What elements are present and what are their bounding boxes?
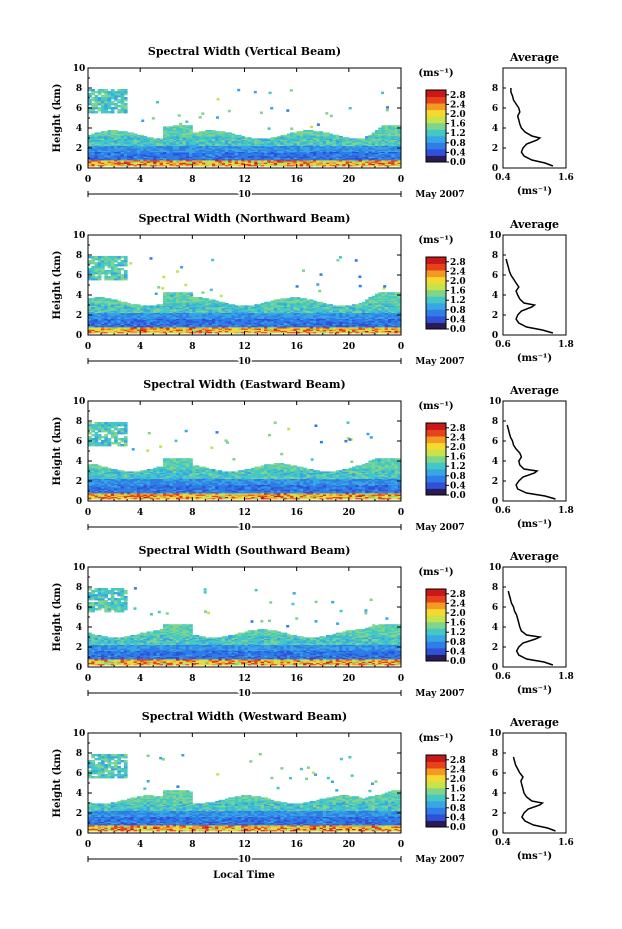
heatmap-cell xyxy=(91,89,95,91)
heatmap-cell xyxy=(287,134,291,136)
heatmap-cell xyxy=(157,304,161,306)
colorbar-swatch xyxy=(426,136,446,143)
heatmap-cell xyxy=(114,299,118,301)
heatmap-cell xyxy=(375,130,379,132)
heatmap-cell xyxy=(176,125,180,127)
colorbar-swatch xyxy=(426,156,446,163)
heatmap-cell xyxy=(160,138,164,140)
heatmap-cell xyxy=(280,298,284,300)
heatmap-cell xyxy=(186,292,190,294)
heatmap-cell xyxy=(91,103,95,105)
heatmap-cell xyxy=(316,131,320,133)
heatmap-cell xyxy=(320,131,324,133)
heatmap-cell xyxy=(238,305,242,307)
panel-0 xyxy=(52,45,574,200)
heatmap-cell xyxy=(88,135,92,137)
heatmap-cell xyxy=(117,89,121,91)
heatmap-cell xyxy=(111,89,115,91)
heatmap-cell xyxy=(91,97,95,99)
heatmap-cell xyxy=(199,116,202,119)
heatmap-cell xyxy=(202,298,206,300)
heatmap-cell xyxy=(147,137,151,139)
heatmap-cell xyxy=(378,128,382,130)
heatmap-cell xyxy=(290,89,293,92)
heatmap-cell xyxy=(101,131,105,133)
x-tick-label: 8 xyxy=(189,175,196,185)
x-tick-label: 0 xyxy=(84,175,92,185)
heatmap-cell xyxy=(95,95,99,97)
heatmap-cell xyxy=(98,107,102,109)
heatmap-cell xyxy=(290,132,294,134)
heatmap-cell xyxy=(320,302,324,304)
heatmap-cell xyxy=(108,91,112,93)
heatmap-cell xyxy=(179,123,182,126)
heatmap-cell xyxy=(365,136,369,138)
heatmap-cell xyxy=(368,135,372,137)
heatmap-cell xyxy=(88,89,92,91)
heatmap-cell xyxy=(143,305,147,307)
x-tick-label: 12 xyxy=(238,175,251,185)
heatmap-cell xyxy=(160,304,164,306)
heatmap-cell xyxy=(254,138,258,140)
heatmap-cells xyxy=(88,89,401,167)
heatmap-cell xyxy=(306,299,310,301)
avg-y-tick-label: 2 xyxy=(491,144,499,154)
heatmap-cell xyxy=(178,114,181,117)
heatmap-cells xyxy=(88,256,401,333)
heatmap-cell xyxy=(117,99,121,101)
heatmap-cell xyxy=(134,134,138,136)
heatmap-cell xyxy=(117,109,121,111)
heatmap-cell xyxy=(212,130,216,132)
heatmap-cell xyxy=(173,292,177,294)
heatmap-cell xyxy=(218,131,222,133)
colorbar-swatch xyxy=(426,103,446,110)
y-tick-label: 2 xyxy=(75,144,83,154)
x-tick-label: 0 xyxy=(397,175,405,185)
heatmap-cell xyxy=(346,137,350,139)
heatmap-cell xyxy=(201,112,204,115)
heatmap-cell xyxy=(157,138,161,140)
heatmap-cell xyxy=(176,292,180,294)
heatmap-cell xyxy=(121,89,125,91)
heatmap-cell xyxy=(104,298,108,300)
heatmap-cell xyxy=(111,299,115,301)
heatmap-cell xyxy=(209,299,213,301)
heatmap-cell xyxy=(108,111,112,113)
heatmap-cell xyxy=(163,126,167,128)
heatmap-cell xyxy=(124,302,128,304)
heatmap-cell xyxy=(267,302,271,304)
heatmap-cell xyxy=(179,292,183,294)
heatmap-cell xyxy=(215,301,219,303)
heatmap-cell xyxy=(209,130,213,132)
heatmap-cell xyxy=(260,112,263,115)
heatmap-cell xyxy=(313,131,317,133)
colorbar-swatch xyxy=(426,149,446,156)
heatmap-cell xyxy=(251,138,255,140)
heatmap-cell xyxy=(349,138,353,140)
heatmap-cell xyxy=(196,297,200,299)
heatmap-cell xyxy=(277,299,281,301)
heatmap-cell xyxy=(140,135,144,137)
heatmap-cell xyxy=(101,89,105,91)
avg-profile-line xyxy=(511,88,553,166)
heatmap-cell xyxy=(117,131,121,133)
colorbar-tick-label: 1.6 xyxy=(450,119,466,130)
heatmap-cell xyxy=(166,292,170,294)
heatmap-cell xyxy=(130,304,134,306)
heatmap-cell xyxy=(108,130,112,132)
heatmap-cell xyxy=(114,91,118,93)
heatmap-cell xyxy=(300,298,304,300)
heatmap-cell xyxy=(127,303,131,305)
heatmap-cell xyxy=(130,132,134,134)
avg-x-tick-label: 1.6 xyxy=(558,173,574,183)
heatmap-cell xyxy=(185,121,188,124)
heatmap-cell xyxy=(258,138,262,140)
heatmap-cell xyxy=(98,297,102,299)
heatmap-cell xyxy=(284,298,288,300)
heatmap-cell xyxy=(359,138,363,140)
heatmap-cell xyxy=(216,116,219,119)
heatmap-cell xyxy=(258,304,262,306)
heatmap-cell xyxy=(286,109,289,112)
heatmap-cell xyxy=(152,117,155,120)
heatmap-cell xyxy=(225,132,229,134)
heatmap-cell xyxy=(196,132,200,134)
heatmap-cell xyxy=(264,302,268,304)
heatmap-cell xyxy=(98,89,102,91)
heatmap-cell xyxy=(245,137,249,139)
heatmap-cell xyxy=(225,303,229,305)
heatmap-cell xyxy=(98,132,102,134)
heatmap-cell xyxy=(153,305,157,307)
heatmap-cell xyxy=(222,131,226,133)
heatmap-cell xyxy=(217,98,220,101)
heatmap-cell xyxy=(388,125,392,127)
colorbar-unit: (ms⁻¹) xyxy=(418,68,454,79)
heatmap-cell xyxy=(124,89,128,91)
heatmap-cell xyxy=(248,305,252,307)
heatmap-cell xyxy=(290,128,293,131)
heatmap-cell xyxy=(192,297,196,299)
heatmap-cell xyxy=(293,297,297,299)
avg-y-tick-label: 4 xyxy=(491,124,499,134)
heatmap-cell xyxy=(124,103,128,105)
heatmap-cell xyxy=(88,298,92,300)
heatmap-cell xyxy=(303,298,307,300)
heatmap-cell xyxy=(101,297,105,299)
heatmap-cell xyxy=(372,132,376,134)
heatmap-cell xyxy=(95,91,99,93)
heatmap-cell xyxy=(183,292,187,294)
heatmap-cell xyxy=(183,125,187,127)
heatmap-cell xyxy=(189,292,193,294)
heatmap-cell xyxy=(303,130,307,132)
avg-title: Average xyxy=(509,51,560,64)
heatmap-cell xyxy=(140,305,144,307)
heatmap-cell xyxy=(385,125,389,127)
heatmap-cell xyxy=(111,107,115,109)
colorbar-swatch xyxy=(426,110,446,117)
heatmap-cell xyxy=(268,127,271,129)
x-tick-label: 16 xyxy=(290,175,303,185)
heatmap-cell xyxy=(124,131,128,133)
heatmap-cell xyxy=(218,302,222,304)
heatmap-cell xyxy=(317,123,320,126)
heatmap-cell xyxy=(91,134,95,136)
heatmap-cell xyxy=(117,301,121,303)
colorbar-tick-label: 0.0 xyxy=(450,158,466,168)
heatmap-cell xyxy=(349,107,352,110)
heatmap-cell xyxy=(293,132,297,134)
heatmap-cell xyxy=(329,134,333,136)
heatmap-cell xyxy=(261,138,265,140)
heatmap-cell xyxy=(323,303,327,305)
heatmap-cell xyxy=(274,137,278,139)
heatmap-cell xyxy=(186,125,190,127)
heatmap-cell xyxy=(228,304,232,306)
colorbar-swatch xyxy=(426,90,446,97)
heatmap-cell xyxy=(306,130,310,132)
heatmap-cell xyxy=(297,297,301,299)
heatmap-cell xyxy=(313,301,317,303)
heatmap-cell xyxy=(108,298,112,300)
heatmap-cell xyxy=(261,303,265,305)
avg-x-tick-label: 0.4 xyxy=(495,173,511,183)
heatmap-cell xyxy=(121,131,125,133)
y-tick-label: 0 xyxy=(75,164,83,174)
panel-title: Spectral Width (Northward Beam) xyxy=(138,212,351,225)
heatmap-cell xyxy=(215,131,219,133)
heatmap-cell xyxy=(386,106,389,109)
avg-y-tick-label: 0 xyxy=(491,164,499,174)
heatmap-cell xyxy=(280,135,284,137)
heatmap-cell xyxy=(290,297,294,299)
heatmap-cell xyxy=(333,135,337,137)
heatmap-cell xyxy=(241,136,245,138)
heatmap-cell xyxy=(189,125,193,127)
heatmap-cell xyxy=(104,131,108,133)
heatmap-cell xyxy=(143,136,147,138)
colorbar-swatch xyxy=(426,129,446,136)
heatmap-cell xyxy=(325,112,328,115)
y-tick-label: 10 xyxy=(72,64,86,74)
heatmap-cell xyxy=(114,130,118,132)
heatmap-cell xyxy=(381,125,385,127)
heatmap-cell xyxy=(141,120,144,123)
colorbar-tick-label: 0.8 xyxy=(450,138,466,149)
heatmap-cell xyxy=(232,304,236,306)
heatmap-cell xyxy=(121,302,125,304)
heatmap-cell xyxy=(316,302,320,304)
avg-x-label: (ms⁻¹) xyxy=(516,186,553,197)
colorbar-tick-label: 2.0 xyxy=(450,110,466,120)
heatmap-cell xyxy=(274,299,278,301)
heatmap-cell xyxy=(170,292,174,294)
heatmap-cell xyxy=(228,110,231,113)
avg-y-tick-label: 6 xyxy=(491,104,499,114)
heatmap-cell xyxy=(270,107,273,110)
heatmap-cell xyxy=(238,135,242,137)
heatmap-cell xyxy=(156,101,159,104)
heatmap-cell xyxy=(297,131,301,133)
heatmap-cell xyxy=(137,304,141,306)
heatmap-cell xyxy=(150,305,154,307)
heatmap-cell xyxy=(284,135,288,137)
y-tick-label: 4 xyxy=(75,124,83,134)
heatmap-cell xyxy=(300,131,304,133)
heatmap-cell xyxy=(98,97,102,99)
heatmap-cell xyxy=(310,130,314,132)
heatmap-cell xyxy=(241,305,245,307)
heatmap-cell xyxy=(147,305,151,307)
heatmap-cell xyxy=(153,138,157,140)
colorbar-swatch xyxy=(426,97,446,104)
heatmap-cell xyxy=(91,298,95,300)
heatmap-cell xyxy=(114,103,118,105)
heatmap-cell xyxy=(267,138,271,140)
heatmap-cell xyxy=(342,137,346,139)
date-label: May 2007 xyxy=(415,190,465,200)
heatmap-cell xyxy=(271,301,275,303)
heatmap-cell xyxy=(329,304,333,306)
heatmap-cell xyxy=(111,130,115,132)
heatmap-cell xyxy=(391,125,395,127)
heatmap-cell xyxy=(339,136,343,138)
heatmap-cell xyxy=(166,126,170,128)
heatmap-cell xyxy=(104,89,108,91)
heatmap-cell xyxy=(134,304,138,306)
heatmap-cell xyxy=(336,135,340,137)
heatmap-cell xyxy=(355,138,359,140)
heatmap-cell xyxy=(95,297,99,299)
heatmap-cell xyxy=(277,136,281,138)
heatmap-cell xyxy=(395,125,399,127)
heatmap-cell xyxy=(237,89,240,92)
y-axis-label: Height (km) xyxy=(52,83,63,153)
heatmap-cell xyxy=(212,299,216,301)
heatmap-cell xyxy=(254,304,258,306)
heatmap-cell xyxy=(330,115,333,118)
heatmap-cell xyxy=(228,132,232,134)
heatmap-cell xyxy=(264,138,268,140)
heatmap-cell xyxy=(199,297,203,299)
heatmap-cell xyxy=(88,93,92,95)
heatmap-cell xyxy=(386,109,389,112)
colorbar-swatch xyxy=(426,116,446,123)
heatmap-cell xyxy=(222,302,226,304)
colorbar-tick-label: 0.4 xyxy=(450,148,466,159)
colorbar-tick-label: 2.4 xyxy=(450,100,466,111)
heatmap-cell xyxy=(117,105,121,107)
heatmap-cell xyxy=(245,305,249,307)
heatmap-cell xyxy=(232,134,236,136)
colorbar-tick-label: 2.8 xyxy=(450,90,466,101)
x-tick-label: 4 xyxy=(137,175,144,185)
heatmap-cell xyxy=(323,132,327,134)
day-marker: 10 xyxy=(238,190,251,200)
x-tick-label: 20 xyxy=(342,175,356,185)
heatmap-cell xyxy=(192,132,196,134)
heatmap-cell xyxy=(163,292,167,294)
heatmap-cell xyxy=(310,126,313,129)
avg-y-tick-label: 8 xyxy=(491,84,499,94)
heatmap-cell xyxy=(202,131,206,133)
heatmap-cell xyxy=(251,305,255,307)
heatmap-cell xyxy=(235,135,239,137)
heatmap-cell xyxy=(88,99,92,101)
y-tick-label: 8 xyxy=(75,84,83,94)
panel-1 xyxy=(52,212,574,367)
colorbar-tick-label: 1.2 xyxy=(450,129,466,140)
heatmap-cell xyxy=(205,298,209,300)
heatmap-cell xyxy=(271,137,275,139)
colorbar-swatch xyxy=(426,123,446,130)
heatmap-cell xyxy=(248,137,252,139)
heatmap-cell xyxy=(326,132,330,134)
heatmap-cell xyxy=(179,125,183,127)
heatmap-cell xyxy=(199,131,203,133)
avg-frame xyxy=(503,68,566,168)
heatmap-cell xyxy=(111,101,115,103)
heatmap-cell xyxy=(101,95,105,97)
y-tick-label: 6 xyxy=(75,104,83,114)
heatmap-cell xyxy=(310,299,314,301)
colorbar-swatch xyxy=(426,142,446,149)
heatmap-cell xyxy=(362,138,366,140)
heatmap-cell xyxy=(381,92,384,95)
heatmap-cell xyxy=(205,130,209,132)
heatmap-cell xyxy=(326,304,330,306)
heatmap-cell xyxy=(173,125,177,127)
heatmap-cell xyxy=(287,298,291,300)
heatmap-cell xyxy=(95,132,99,134)
heatmap-cell xyxy=(127,132,131,134)
heatmap-cell xyxy=(235,305,239,307)
heatmap-cell xyxy=(170,126,174,128)
heatmap-cell xyxy=(150,137,154,139)
heatmap-cell xyxy=(137,135,141,137)
heatmap-cell xyxy=(95,111,99,113)
heatmap-cell xyxy=(352,138,356,140)
heatmap-cell xyxy=(124,97,128,99)
panel-title: Spectral Width (Vertical Beam) xyxy=(147,45,342,58)
heatmap-cell xyxy=(254,91,257,94)
heatmap-cell xyxy=(269,92,272,95)
